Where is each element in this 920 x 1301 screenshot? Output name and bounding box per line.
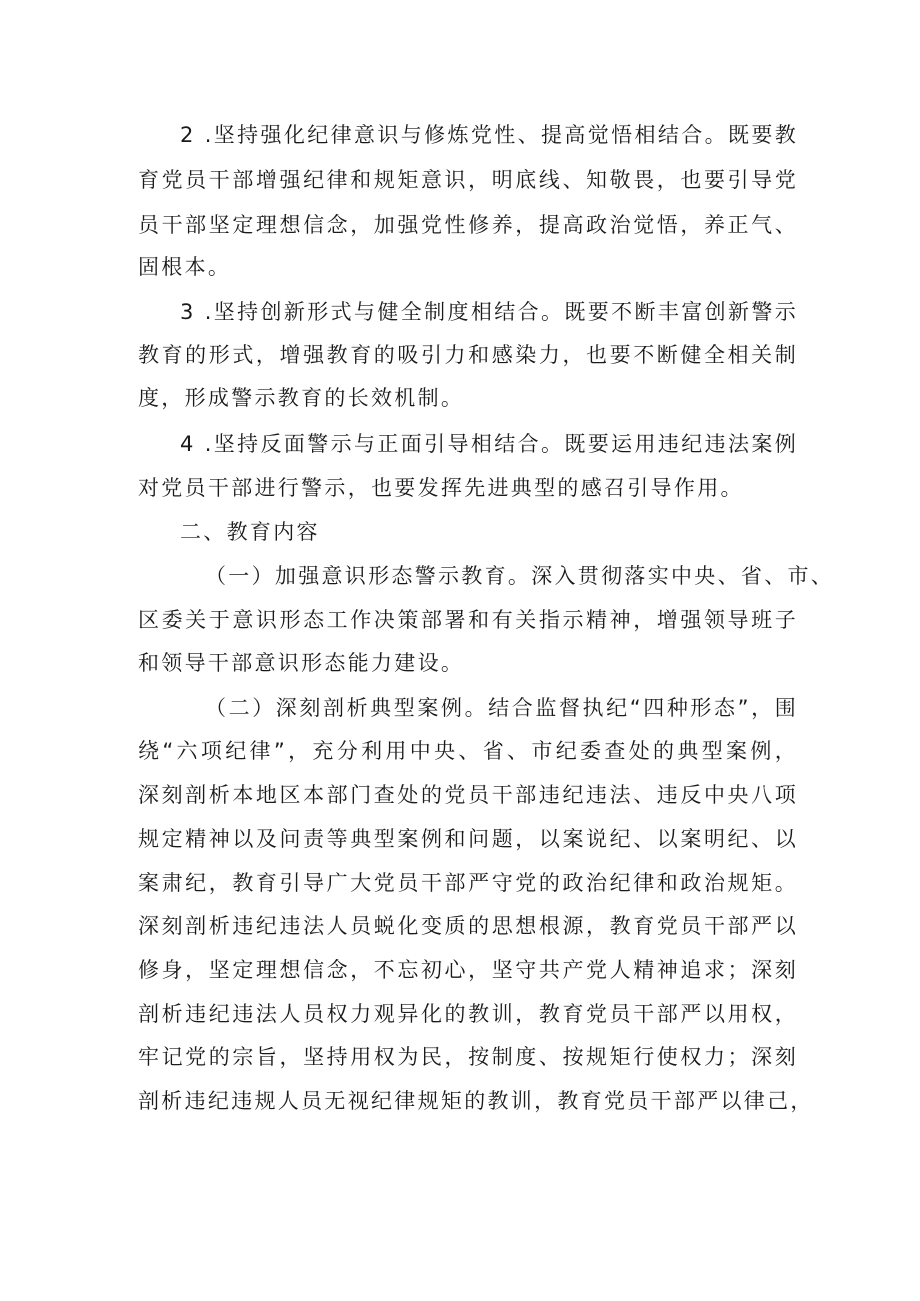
paragraph-line: 规定精神以及问责等典型案例和问题，以案说纪、以案明纪、以 xyxy=(138,827,798,851)
paragraph-line: 3 .坚持创新形式与健全制度相结合。既要不断丰富创新警示 xyxy=(180,300,798,324)
paragraph-line: 和领导干部意识形态能力建设。 xyxy=(138,651,465,675)
paragraph-line: 2 .坚持强化纪律意识与修炼党性、提高觉悟相结合。既要教 xyxy=(180,123,798,147)
paragraph-line: 深刻剖析违纪违法人员蜕化变质的思想根源，教育党员干部严以 xyxy=(138,914,798,938)
paragraph-line: 牢记党的宗旨，坚持用权为民，按制度、按规矩行使权力；深刻 xyxy=(138,1045,798,1069)
paragraph-line: 教育的形式，增强教育的吸引力和感染力，也要不断健全相关制 xyxy=(138,343,798,367)
section-heading: 二、教育内容 xyxy=(180,520,320,544)
paragraph-line: 案肃纪，教育引导广大党员干部严守党的政治纪律和政治规矩。 xyxy=(138,871,798,895)
paragraph-line: 4 .坚持反面警示与正面引导相结合。既要运用违纪违法案例 xyxy=(180,432,798,456)
paragraph-line: 剖析违纪违法人员权力观异化的教训，教育党员干部严以用权， xyxy=(138,1002,798,1026)
paragraph-line: 修身，坚定理想信念，不忘初心，坚守共产党人精神追求；深刻 xyxy=(138,958,798,982)
paragraph-line: 固根本。 xyxy=(138,255,232,279)
paragraph-line: 对党员干部进行警示，也要发挥先进典型的感召引导作用。 xyxy=(138,476,744,500)
paragraph-line: 绕“六项纪律”，充分利用中央、省、市纪委查处的典型案例， xyxy=(138,739,798,763)
paragraph-line: （二）深刻剖析典型案例。结合监督执纪“四种形态”，围 xyxy=(205,696,798,720)
paragraph-line: 度，形成警示教育的长效机制。 xyxy=(138,386,465,410)
paragraph-line: 剖析违纪违规人员无视纪律规矩的教训，教育党员干部严以律己， xyxy=(138,1089,814,1113)
paragraph-line: 区委关于意识形态工作决策部署和有关指示精神，增强领导班子 xyxy=(138,608,798,632)
paragraph-line: 育党员干部增强纪律和规矩意识，明底线、知敬畏，也要引导党 xyxy=(138,168,798,192)
paragraph-line: 深刻剖析本地区本部门查处的党员干部违纪违法、违反中央八项 xyxy=(138,783,798,807)
paragraph-line: （一）加强意识形态警示教育。深入贯彻落实中央、省、市、 xyxy=(205,564,835,588)
paragraph-line: 员干部坚定理想信念，加强党性修养，提高政治觉悟，养正气、 xyxy=(138,213,798,237)
